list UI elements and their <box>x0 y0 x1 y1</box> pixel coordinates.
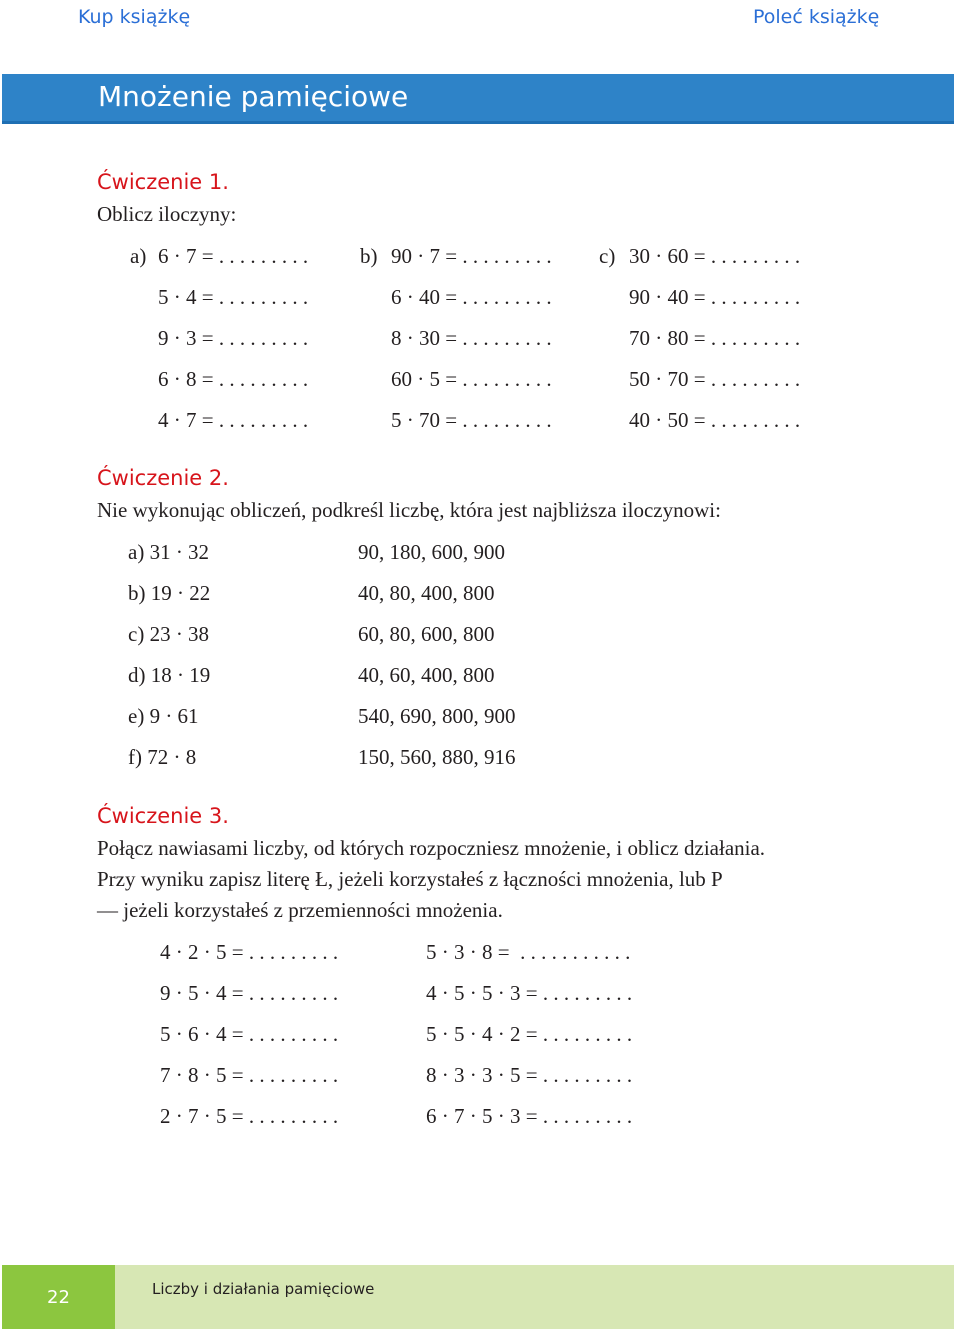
exercise-3-heading: Ćwiczenie 3. <box>97 804 229 828</box>
exercise-2-row-options: 40, 80, 400, 800 <box>358 581 495 605</box>
exercise-1-instruction: Oblicz iloczyny: <box>97 202 237 226</box>
recommend-book-link[interactable]: Poleć książkę <box>753 6 880 28</box>
exercise-2-heading: Ćwiczenie 2. <box>97 466 229 490</box>
exercise-2-row-options: 90, 180, 600, 900 <box>358 540 505 564</box>
exercise-2-row-options: 40, 60, 400, 800 <box>358 663 495 687</box>
exercise-1-a-item: 6 · 7 = . . . . . . . . . <box>158 244 309 268</box>
exercise-3-right-item: 4 · 5 · 5 · 3 = . . . . . . . . . <box>426 981 633 1005</box>
footer-bar <box>2 1265 954 1329</box>
exercise-1-col-b-label: b) <box>360 244 378 268</box>
exercise-1-col-c-label: c) <box>599 244 616 268</box>
exercise-3-left-item: 2 · 7 · 5 = . . . . . . . . . <box>160 1104 339 1128</box>
exercise-2-row-label: e) 9 · 61 <box>128 704 199 728</box>
page-number: 22 <box>2 1265 115 1329</box>
exercise-1-col-a-label: a) <box>130 244 147 268</box>
chapter-title: Mnożenie pamięciowe <box>98 80 409 113</box>
exercise-2-row-label: c) 23 · 38 <box>128 622 210 646</box>
exercise-3-left-item: 9 · 5 · 4 = . . . . . . . . . <box>160 981 339 1005</box>
exercise-3-right-item: 6 · 7 · 5 · 3 = . . . . . . . . . <box>426 1104 633 1128</box>
exercise-3-instruction-line: Przy wyniku zapisz literę Ł, jeżeli korzystałeś z łączności mnożenia, lub P <box>97 867 723 891</box>
buy-book-link[interactable]: Kup książkę <box>78 6 191 28</box>
exercise-1-a-item: 4 · 7 = . . . . . . . . . <box>158 408 309 432</box>
exercise-2-instruction: Nie wykonując obliczeń, podkreśl liczbę, która jest najbliższa iloczynowi: <box>97 498 721 522</box>
exercise-1-c-item: 40 · 50 = . . . . . . . . . <box>629 408 801 432</box>
exercise-1-b-item: 8 · 30 = . . . . . . . . . <box>391 326 552 350</box>
exercise-2-row-options: 150, 560, 880, 916 <box>358 745 516 769</box>
exercise-3-right-item: 5 · 5 · 4 · 2 = . . . . . . . . . <box>426 1022 633 1046</box>
exercise-3-left-item: 5 · 6 · 4 = . . . . . . . . . <box>160 1022 339 1046</box>
exercise-1-c-item: 90 · 40 = . . . . . . . . . <box>629 285 801 309</box>
exercise-1-b-item: 5 · 70 = . . . . . . . . . <box>391 408 552 432</box>
exercise-3-left-item: 4 · 2 · 5 = . . . . . . . . . <box>160 940 339 964</box>
exercise-2-row-label: d) 18 · 19 <box>128 663 211 687</box>
exercise-3-left-item: 7 · 8 · 5 = . . . . . . . . . <box>160 1063 339 1087</box>
exercise-3-instruction-line: Połącz nawiasami liczby, od których rozpoczniesz mnożenie, i oblicz działania. <box>97 836 766 860</box>
exercise-1-c-item: 30 · 60 = . . . . . . . . . <box>629 244 801 268</box>
exercise-2-row-options: 60, 80, 600, 800 <box>358 622 495 646</box>
exercise-3-instruction-line: — jeżeli korzystałeś z przemienności mnożenia. <box>97 898 503 922</box>
exercise-1-c-item: 50 · 70 = . . . . . . . . . <box>629 367 801 391</box>
chapter-banner <box>2 74 954 124</box>
exercise-1-a-item: 9 · 3 = . . . . . . . . . <box>158 326 309 350</box>
exercise-2-row-options: 540, 690, 800, 900 <box>358 704 516 728</box>
exercise-1-b-item: 6 · 40 = . . . . . . . . . <box>391 285 552 309</box>
exercise-2-row-label: a) 31 · 32 <box>128 540 210 564</box>
exercise-1-a-item: 6 · 8 = . . . . . . . . . <box>158 367 309 391</box>
exercise-2-row-label: b) 19 · 22 <box>128 581 211 605</box>
exercise-1-heading: Ćwiczenie 1. <box>97 170 229 194</box>
footer-section-title: Liczby i działania pamięciowe <box>152 1280 375 1298</box>
exercise-1-a-item: 5 · 4 = . . . . . . . . . <box>158 285 309 309</box>
exercise-1-b-item: 60 · 5 = . . . . . . . . . <box>391 367 552 391</box>
exercise-1-c-item: 70 · 80 = . . . . . . . . . <box>629 326 801 350</box>
exercise-3-right-item: 5 · 3 · 8 = . . . . . . . . . . . <box>426 940 631 964</box>
exercise-3-right-item: 8 · 3 · 3 · 5 = . . . . . . . . . <box>426 1063 633 1087</box>
exercise-2-row-label: f) 72 · 8 <box>128 745 197 769</box>
exercise-1-b-item: 90 · 7 = . . . . . . . . . <box>391 244 552 268</box>
